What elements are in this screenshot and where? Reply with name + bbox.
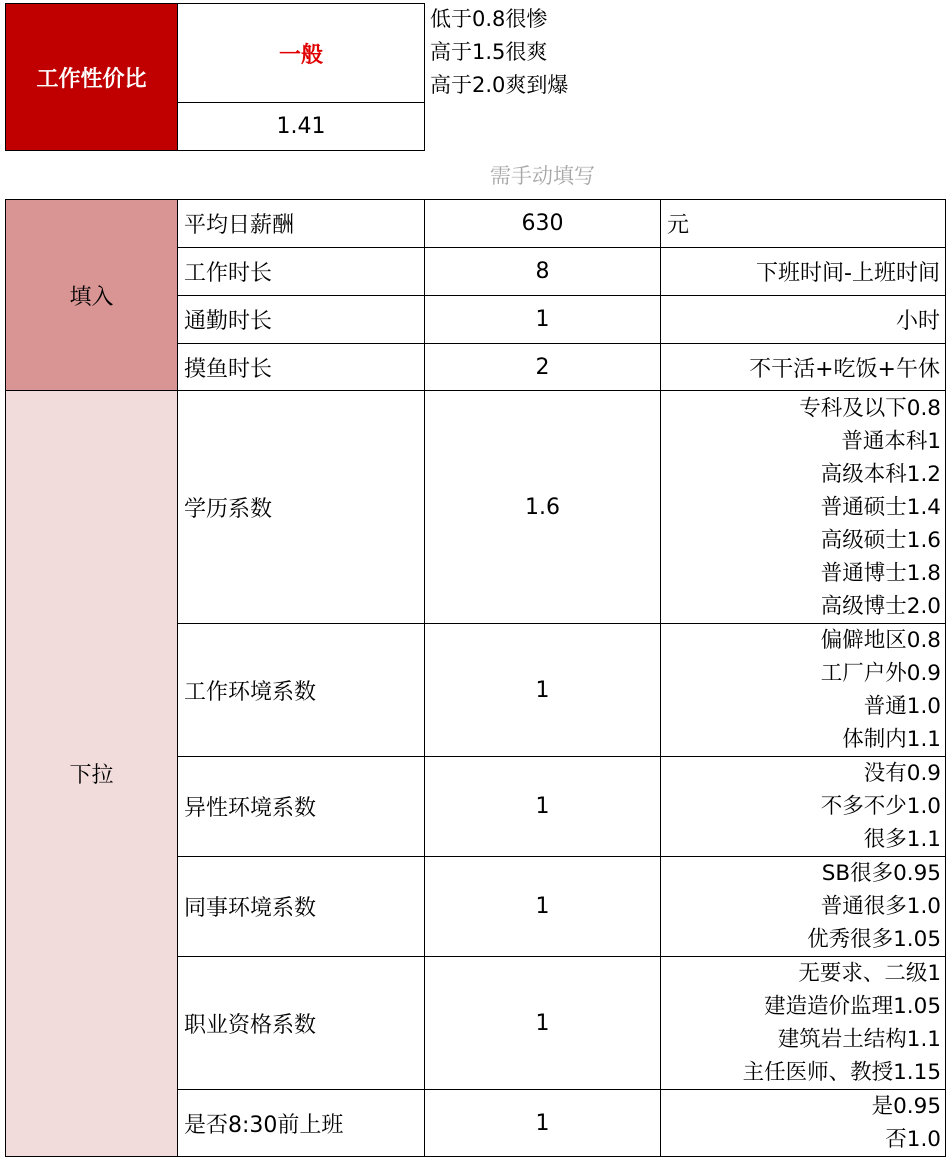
option-text: 是0.95 [871,1094,941,1119]
row-value: 1 [535,1110,550,1136]
rating-value: 一般 [278,42,323,68]
row-value: 1 [535,677,550,703]
score-legend [430,3,568,102]
row-label-cell [177,856,425,957]
row-label-cell [177,956,425,1090]
options-cell [660,390,946,624]
option-text: 很多1.1 [863,827,941,852]
row-unit-cell [660,199,946,248]
commute-input[interactable] [424,295,661,344]
row-value: 1.6 [525,494,560,520]
group-dropdown-label: 下拉 [69,763,114,788]
title-label: 工作性价比 [36,66,147,92]
row-unit: 元 [667,213,690,238]
options-cell [660,856,946,957]
option-text: 普通很多1.0 [820,894,941,919]
row-label: 工作时长 [184,261,273,286]
row-label-cell [177,756,425,857]
work-hours-input[interactable] [424,247,661,296]
row-value: 1 [535,794,550,819]
education-select[interactable] [424,390,661,624]
row-label-cell [177,295,425,344]
group-dropdown [5,390,178,1157]
work-environment-select[interactable] [424,623,661,757]
option-text: 建造造价监理1.05 [764,994,941,1019]
manual-input-hint: 需手动填写 [490,164,595,188]
option-text: 优秀很多1.05 [807,927,941,952]
row-label: 通勤时长 [184,309,273,334]
score-value: 1.41 [276,114,326,139]
early-start-select[interactable] [424,1089,661,1157]
row-value: 8 [535,259,550,284]
row-unit: 不干活+吃饭+午休 [749,356,940,382]
option-text: 体制内1.1 [842,727,941,752]
group-fill-label: 填入 [69,284,114,310]
option-text: 普通1.0 [863,694,941,719]
salary-input[interactable] [424,199,661,248]
colleague-environment-select[interactable] [424,856,661,957]
title-cell [5,3,178,151]
option-text: 高级本科1.2 [820,461,941,487]
row-label-cell [177,247,425,296]
option-text: 偏僻地区0.8 [820,628,941,653]
legend-line: 高于1.5很爽 [430,40,548,64]
option-text: 专科及以下0.8 [799,395,941,421]
row-label: 是否8:30前上班 [184,1112,344,1138]
option-text: 没有0.9 [863,761,941,786]
row-value: 2 [535,354,550,380]
option-text: 建筑岩土结构1.1 [777,1027,941,1052]
rating-cell [177,3,425,103]
row-unit-cell [660,343,946,391]
score-cell [177,102,425,151]
option-text: 普通硕士1.4 [820,494,941,520]
gender-environment-select[interactable] [424,756,661,857]
row-label: 工作环境系数 [184,679,317,705]
legend-line: 高于2.0爽到爆 [430,73,569,97]
row-label-cell [177,343,425,391]
row-value: 1 [535,1010,550,1036]
option-text: 主任医师、教授1.15 [742,1060,941,1085]
qualification-select[interactable] [424,956,661,1090]
row-unit: 下班时间-上班时间 [756,261,940,286]
option-text: 工厂户外0.9 [820,661,941,686]
row-label-cell [177,623,425,757]
row-label-cell [177,1089,425,1157]
option-text: 无要求、二级1 [798,961,941,986]
row-label: 摸鱼时长 [184,356,273,382]
row-unit-cell [660,295,946,344]
row-label: 同事环境系数 [184,896,317,921]
options-cell [660,623,946,757]
row-value: 1 [535,307,550,332]
row-label: 异性环境系数 [184,796,317,821]
options-cell [660,756,946,857]
row-label-cell [177,199,425,248]
options-cell [660,1089,946,1157]
row-label-cell [177,390,425,624]
row-value: 1 [535,894,550,919]
row-unit: 小时 [895,309,940,334]
slack-hours-input[interactable] [424,343,661,391]
row-label: 学历系数 [184,496,273,522]
legend-line: 低于0.8很惨 [430,7,548,31]
option-text: 否1.0 [885,1127,941,1152]
row-label: 职业资格系数 [184,1012,317,1038]
row-unit-cell [660,247,946,296]
row-value: 630 [521,211,564,236]
option-text: 普通博士1.8 [820,560,941,586]
option-text: 普通本科1 [841,428,941,454]
option-text: 不多不少1.0 [820,794,941,819]
row-label: 平均日薪酬 [184,213,295,238]
group-fill [5,199,178,391]
options-cell [660,956,946,1090]
option-text: SB很多0.95 [821,861,941,886]
option-text: 高级博士2.0 [820,593,941,619]
option-text: 高级硕士1.6 [820,527,941,553]
